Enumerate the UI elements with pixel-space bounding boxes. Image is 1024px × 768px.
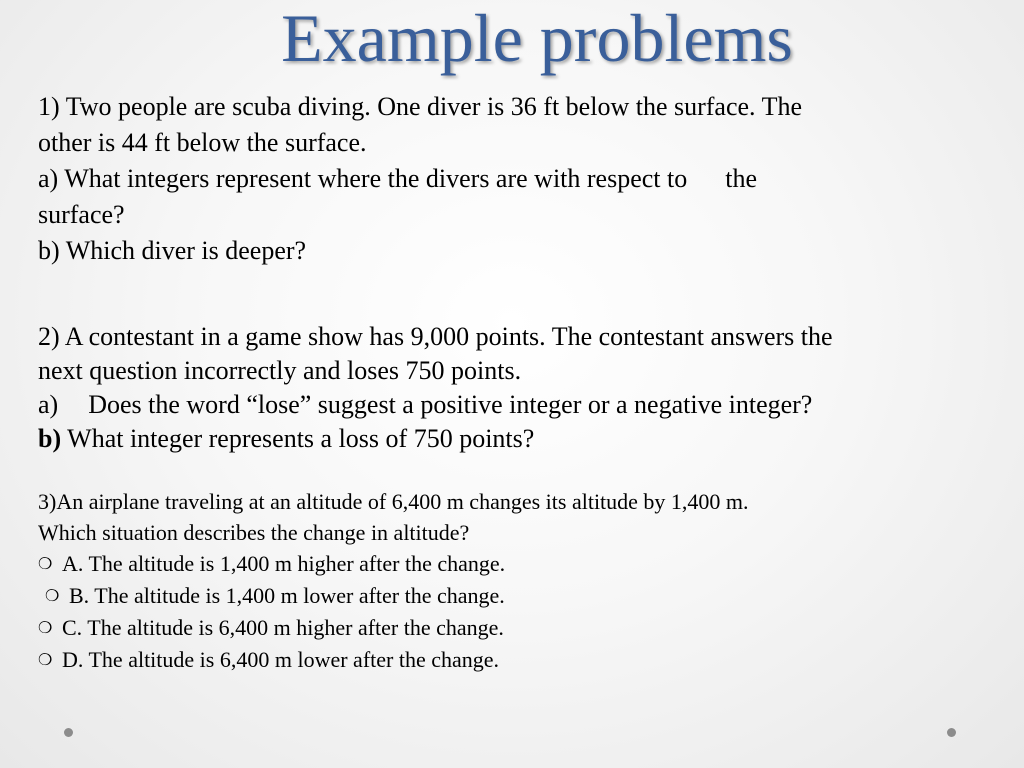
problem-3-line-1: 3)An airplane traveling at an altitude of 6,400 m changes its altitude by 1,400 m. <box>38 489 749 514</box>
option-c-text: C. The altitude is 6,400 m higher after the change. <box>62 615 504 640</box>
decorative-dot-right <box>947 728 956 737</box>
problem-1-line-2: other is 44 ft below the surface. <box>38 128 367 157</box>
option-d <box>38 644 1024 676</box>
option-d-text: D. The altitude is 6,400 m lower after the change. <box>62 647 500 672</box>
problem-2-line-2: next question incorrectly and loses 750 points. <box>38 356 522 385</box>
option-b-text: B. The altitude is 1,400 m lower after the change. <box>69 583 505 608</box>
circle-bullet-icon: ❍ <box>38 620 53 637</box>
circle-bullet-icon: ❍ <box>38 556 53 573</box>
problem-2-question-b <box>38 422 1024 456</box>
decorative-dot-left <box>64 728 73 737</box>
problem-3 <box>38 486 1024 676</box>
problem-2-question-a <box>38 388 1024 422</box>
question-a-text: Does the word “lose” suggest a positive integer or a negative integer? <box>88 390 813 419</box>
problem-1-question-a <box>38 161 1024 197</box>
question-b-text: What integer represents a loss of 750 points? <box>61 424 535 453</box>
problem-1 <box>38 89 1024 269</box>
problem-1-line-1: 1) Two people are scuba diving. One diver is 36 ft below the surface. The <box>38 92 802 121</box>
problem-2 <box>38 320 1024 456</box>
question-a-text: a) What integers represent where the divers are with respect to <box>38 164 688 193</box>
problem-1-line-4: surface? <box>38 200 125 229</box>
option-b <box>38 580 1024 612</box>
option-c <box>38 612 1024 644</box>
option-a <box>38 548 1024 580</box>
question-a-marker: a) <box>38 390 59 419</box>
problem-3-line-2: Which situation describes the change in altitude? <box>38 520 470 545</box>
question-a-text-end: the <box>725 164 758 193</box>
circle-bullet-icon: ❍ <box>45 588 60 605</box>
option-a-text: A. The altitude is 1,400 m higher after the change. <box>62 551 506 576</box>
question-b-marker: b) <box>38 424 62 453</box>
circle-bullet-icon: ❍ <box>38 652 53 669</box>
problem-2-line-1: 2) A contestant in a game show has 9,000 points. The contestant answers the <box>38 322 833 351</box>
problem-1-question-b: b) Which diver is deeper? <box>38 236 307 265</box>
slide-title: Example problems <box>281 0 793 76</box>
